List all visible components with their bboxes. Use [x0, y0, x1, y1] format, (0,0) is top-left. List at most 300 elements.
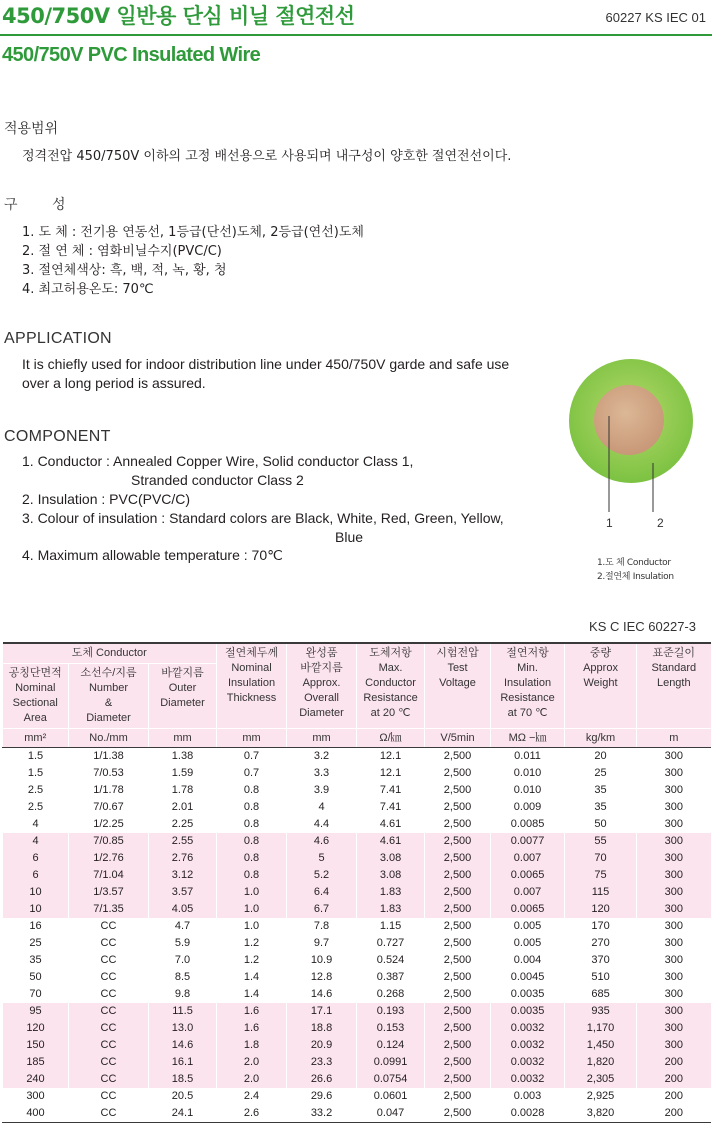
- table-cell: 35: [565, 799, 637, 816]
- header-divider: [0, 34, 712, 36]
- unit-cell: MΩ −㎞: [491, 729, 565, 748]
- table-cell: 7.0: [149, 952, 217, 969]
- table-cell: 300: [637, 918, 711, 935]
- table-cell: 1,170: [565, 1020, 637, 1037]
- table-cell: 0.0601: [357, 1088, 425, 1105]
- table-cell: 70: [565, 850, 637, 867]
- header-weight-kr: 중량: [589, 647, 612, 659]
- table-cell: 12.8: [287, 969, 357, 986]
- table-cell: 7.41: [357, 782, 425, 799]
- table-cell: 23.3: [287, 1054, 357, 1071]
- table-cell: 4.05: [149, 901, 217, 918]
- table-cell: 2,500: [425, 1037, 491, 1054]
- table-cell: 170: [565, 918, 637, 935]
- table-cell: 20.9: [287, 1037, 357, 1054]
- table-row: [3, 748, 711, 766]
- table-cell: 7/0.53: [69, 765, 149, 782]
- header-overall-kr2: 바깥지름: [300, 662, 343, 674]
- table-cell: 50: [3, 969, 69, 986]
- table-cell: 3.08: [357, 867, 425, 884]
- header-outer-l1: Outer: [168, 682, 197, 694]
- table-cell: 2,500: [425, 986, 491, 1003]
- table-cell: 0.387: [357, 969, 425, 986]
- table-cell: 3,820: [565, 1105, 637, 1123]
- table-cell: 0.7: [217, 748, 287, 766]
- header-resistance-l1: Max.: [378, 662, 403, 674]
- table-cell: 400: [3, 1105, 69, 1123]
- table-cell: 75: [565, 867, 637, 884]
- table-cell: 0.0032: [491, 1054, 565, 1071]
- table-cell: 1.2: [217, 935, 287, 952]
- table-cell: 1.83: [357, 884, 425, 901]
- table-row: [3, 1088, 711, 1105]
- table-cell: 935: [565, 1003, 637, 1020]
- component-en-heading: COMPONENT: [4, 428, 111, 445]
- table-cell: 0.0065: [491, 867, 565, 884]
- header-insulation-l3: Thickness: [226, 692, 277, 704]
- table-row: [3, 935, 711, 952]
- table-cell: 2,500: [425, 765, 491, 782]
- table-cell: 270: [565, 935, 637, 952]
- table-cell: 0.8: [217, 833, 287, 850]
- header-resistance: [357, 643, 425, 729]
- table-cell: 6: [3, 867, 69, 884]
- header-overall: [287, 643, 357, 729]
- table-cell: 1.4: [217, 969, 287, 986]
- table-row: [3, 1054, 711, 1071]
- table-row: [3, 1037, 711, 1054]
- table-cell: CC: [69, 918, 149, 935]
- table-row: [3, 952, 711, 969]
- page-title-english: 450/750V PVC Insulated Wire: [2, 44, 261, 66]
- table-cell: 1.83: [357, 901, 425, 918]
- table-cell: 2,500: [425, 969, 491, 986]
- table-cell: 2,500: [425, 901, 491, 918]
- table-cell: 1/1.78: [69, 782, 149, 799]
- application-heading: APPLICATION: [4, 330, 112, 347]
- table-cell: 35: [565, 782, 637, 799]
- table-cell: 0.727: [357, 935, 425, 952]
- table-row: [3, 867, 711, 884]
- table-cell: 2,500: [425, 867, 491, 884]
- table-cell: 29.6: [287, 1088, 357, 1105]
- table-cell: 25: [565, 765, 637, 782]
- table-cell: 2,500: [425, 748, 491, 766]
- table-cell: 0.268: [357, 986, 425, 1003]
- table-cell: 2.01: [149, 799, 217, 816]
- table-cell: 0.153: [357, 1020, 425, 1037]
- table-cell: 26.6: [287, 1071, 357, 1088]
- header-length: [637, 643, 711, 729]
- table-cell: 2,925: [565, 1088, 637, 1105]
- header-overall-l3: Diameter: [299, 707, 344, 719]
- table-cell: 1.38: [149, 748, 217, 766]
- table-cell: 1,820: [565, 1054, 637, 1071]
- header-insulation-resistance: [491, 643, 565, 729]
- table-cell: 2.25: [149, 816, 217, 833]
- table-cell: 300: [637, 969, 711, 986]
- table-cell: 300: [637, 1003, 711, 1020]
- table-cell: 0.8: [217, 816, 287, 833]
- table-cell: 0.011: [491, 748, 565, 766]
- table-cell: 0.8: [217, 850, 287, 867]
- table-cell: 2,500: [425, 782, 491, 799]
- table-cell: 95: [3, 1003, 69, 1020]
- table-units-row: [3, 729, 711, 748]
- table-cell: 2,500: [425, 952, 491, 969]
- table-cell: 0.0991: [357, 1054, 425, 1071]
- component-kr-heading-2: 성: [52, 197, 66, 213]
- unit-cell: V/5min: [425, 729, 491, 748]
- table-cell: 50: [565, 816, 637, 833]
- table-row: [3, 799, 711, 816]
- table-cell: CC: [69, 1071, 149, 1088]
- table-cell: 10.9: [287, 952, 357, 969]
- table-cell: 2.0: [217, 1054, 287, 1071]
- header-nominal-area: [3, 664, 69, 729]
- table-cell: 16.1: [149, 1054, 217, 1071]
- table-cell: 7/1.04: [69, 867, 149, 884]
- table-cell: 1.15: [357, 918, 425, 935]
- table-row: [3, 833, 711, 850]
- table-cell: 300: [637, 1020, 711, 1037]
- table-cell: CC: [69, 1105, 149, 1123]
- component-en-line-3: 2. Insulation : PVC(PVC/C): [22, 491, 191, 507]
- scope-heading: 적용범위: [4, 121, 59, 137]
- table-row: [3, 986, 711, 1003]
- table-cell: 2,500: [425, 884, 491, 901]
- table-cell: 120: [3, 1020, 69, 1037]
- table-cell: 0.0085: [491, 816, 565, 833]
- table-cell: 20.5: [149, 1088, 217, 1105]
- table-cell: 5.9: [149, 935, 217, 952]
- table-cell: CC: [69, 1003, 149, 1020]
- table-cell: 1.5: [3, 765, 69, 782]
- header-insres-l4: at 70 ℃: [507, 707, 548, 719]
- table-cell: 300: [637, 901, 711, 918]
- table-cell: CC: [69, 952, 149, 969]
- table-cell: 185: [3, 1054, 69, 1071]
- table-cell: 7/0.85: [69, 833, 149, 850]
- table-cell: 14.6: [287, 986, 357, 1003]
- table-cell: 0.7: [217, 765, 287, 782]
- table-cell: 18.5: [149, 1071, 217, 1088]
- table-cell: 1.5: [3, 748, 69, 766]
- table-cell: 2,500: [425, 833, 491, 850]
- table-cell: 0.524: [357, 952, 425, 969]
- application-line-2: over a long period is assured.: [22, 375, 206, 391]
- table-cell: 3.57: [149, 884, 217, 901]
- table-cell: 300: [637, 867, 711, 884]
- table-cell: 240: [3, 1071, 69, 1088]
- table-cell: 0.8: [217, 782, 287, 799]
- table-cell: 1.4: [217, 986, 287, 1003]
- table-cell: 0.124: [357, 1037, 425, 1054]
- table-cell: 20: [565, 748, 637, 766]
- table-cell: 200: [637, 1071, 711, 1088]
- unit-cell: kg/km: [565, 729, 637, 748]
- table-row: [3, 782, 711, 799]
- header-resistance-l3: Resistance: [363, 692, 418, 704]
- table-cell: 2,500: [425, 799, 491, 816]
- table-cell: 200: [637, 1088, 711, 1105]
- table-row: [3, 850, 711, 867]
- header-insulation: [217, 643, 287, 729]
- table-row: [3, 884, 711, 901]
- header-test-voltage: [425, 643, 491, 729]
- component-en-line-1: 1. Conductor : Annealed Copper Wire, Solid conductor Class 1,: [22, 453, 414, 469]
- header-strands: [69, 664, 149, 729]
- table-cell: CC: [69, 1054, 149, 1071]
- standard-label: KS C IEC 60227-3: [589, 619, 696, 634]
- header-test-voltage-kr: 시험전압: [436, 647, 479, 659]
- table-cell: 300: [637, 1037, 711, 1054]
- table-cell: 3.2: [287, 748, 357, 766]
- table-cell: 2.4: [217, 1088, 287, 1105]
- table-cell: 120: [565, 901, 637, 918]
- table-cell: 300: [637, 748, 711, 766]
- table-cell: 300: [637, 884, 711, 901]
- table-cell: 300: [637, 952, 711, 969]
- table-cell: CC: [69, 935, 149, 952]
- figure-label-1: 1: [606, 516, 613, 530]
- header-length-l2: Length: [656, 677, 691, 689]
- table-cell: 70: [3, 986, 69, 1003]
- table-cell: 2,500: [425, 935, 491, 952]
- table-cell: 0.005: [491, 935, 565, 952]
- table-cell: 4: [3, 816, 69, 833]
- table-cell: 16: [3, 918, 69, 935]
- table-cell: 18.8: [287, 1020, 357, 1037]
- table-cell: 2,500: [425, 1071, 491, 1088]
- table-cell: 0.010: [491, 765, 565, 782]
- header-test-voltage-l2: Voltage: [439, 677, 476, 689]
- table-row: [3, 1105, 711, 1123]
- table-cell: 2,500: [425, 918, 491, 935]
- table-cell: 1/1.38: [69, 748, 149, 766]
- table-cell: 4: [287, 799, 357, 816]
- table-cell: 685: [565, 986, 637, 1003]
- table-cell: 12.1: [357, 748, 425, 766]
- table-cell: 11.5: [149, 1003, 217, 1020]
- table-cell: 0.005: [491, 918, 565, 935]
- table-cell: 17.1: [287, 1003, 357, 1020]
- table-cell: 0.010: [491, 782, 565, 799]
- table-cell: 13.0: [149, 1020, 217, 1037]
- table-cell: 1.0: [217, 918, 287, 935]
- table-cell: 0.0754: [357, 1071, 425, 1088]
- table-cell: 0.0032: [491, 1071, 565, 1088]
- table-cell: 2,500: [425, 850, 491, 867]
- component-en-line-5: Blue: [335, 529, 364, 545]
- table-cell: 2,500: [425, 816, 491, 833]
- header-outer-kr: 바깥지름: [161, 667, 204, 679]
- table-row: [3, 918, 711, 935]
- header-overall-kr: 완성품: [305, 647, 338, 659]
- table-row: [3, 901, 711, 918]
- table-cell: 0.0045: [491, 969, 565, 986]
- table-row: [3, 1003, 711, 1020]
- header-insulation-l2: Insulation: [227, 677, 276, 689]
- table-cell: 300: [637, 986, 711, 1003]
- table-cell: 0.193: [357, 1003, 425, 1020]
- table-cell: 0.0028: [491, 1105, 565, 1123]
- component-kr-heading: [4, 194, 66, 214]
- table-cell: 0.0035: [491, 986, 565, 1003]
- component-en-line-6: 4. Maximum allowable temperature : 70℃: [22, 547, 283, 563]
- table-cell: 1/2.76: [69, 850, 149, 867]
- table-cell: 370: [565, 952, 637, 969]
- table-cell: 150: [3, 1037, 69, 1054]
- page-title-korean: 450/750V 일반용 단심 비닐 절연전선: [2, 4, 355, 28]
- table-cell: 24.1: [149, 1105, 217, 1123]
- table-cell: 0.007: [491, 884, 565, 901]
- table-cell: 300: [3, 1088, 69, 1105]
- table-cell: 7.41: [357, 799, 425, 816]
- table-cell: 300: [637, 816, 711, 833]
- header-area-l3: Area: [23, 712, 47, 724]
- table-cell: 0.0032: [491, 1020, 565, 1037]
- table-cell: 4.61: [357, 833, 425, 850]
- component-en-line-2: Stranded conductor Class 2: [131, 472, 304, 488]
- table-body: [3, 748, 711, 1123]
- table-cell: 33.2: [287, 1105, 357, 1123]
- header-length-kr: 표준길이: [652, 647, 696, 659]
- table-row: [3, 816, 711, 833]
- header-area-l1: Nominal: [15, 682, 56, 694]
- table-cell: 200: [637, 1054, 711, 1071]
- scope-text: 정격전압 450/750V 이하의 고정 배선용으로 사용되며 내구성이 양호한 절연전선이다.: [22, 149, 512, 164]
- table-cell: 2.5: [3, 799, 69, 816]
- table-cell: 2.5: [3, 782, 69, 799]
- table-cell: 25: [3, 935, 69, 952]
- table-cell: 0.0077: [491, 833, 565, 850]
- figure-legend-2: 2.절연체 Insulation: [597, 572, 674, 582]
- table-cell: 8.5: [149, 969, 217, 986]
- header-insres-l1: Min.: [517, 662, 538, 674]
- header-strands-kr: 소선수/지름: [80, 667, 137, 679]
- table-cell: 7.8: [287, 918, 357, 935]
- header-strands-l1: Number: [88, 682, 129, 694]
- header-insulation-kr: 절연체두께: [224, 647, 279, 659]
- table-cell: 55: [565, 833, 637, 850]
- table-cell: 10: [3, 901, 69, 918]
- table-cell: 2,500: [425, 1003, 491, 1020]
- table-cell: CC: [69, 1037, 149, 1054]
- table-cell: 0.0065: [491, 901, 565, 918]
- figure-label-2: 2: [657, 516, 664, 530]
- spec-table: [2, 642, 711, 1123]
- table-cell: 35: [3, 952, 69, 969]
- table-cell: 0.0035: [491, 1003, 565, 1020]
- table-cell: 0.007: [491, 850, 565, 867]
- table-cell: 12.1: [357, 765, 425, 782]
- header-overall-l1: Approx.: [302, 677, 341, 689]
- header-strands-l2: &: [104, 697, 113, 709]
- header-resistance-l4: at 20 ℃: [370, 707, 411, 719]
- header-resistance-kr: 도체저항: [369, 647, 412, 659]
- header-insres-l3: Resistance: [500, 692, 555, 704]
- table-cell: 1.78: [149, 782, 217, 799]
- table-cell: 2,500: [425, 1020, 491, 1037]
- table-cell: 300: [637, 765, 711, 782]
- table-cell: 2,500: [425, 1054, 491, 1071]
- table-cell: CC: [69, 1020, 149, 1037]
- unit-cell: mm: [149, 729, 217, 748]
- table-cell: 1/3.57: [69, 884, 149, 901]
- unit-cell: mm: [287, 729, 357, 748]
- table-cell: 4.7: [149, 918, 217, 935]
- table-cell: 4.4: [287, 816, 357, 833]
- document-code: 60227 KS IEC 01: [605, 10, 706, 25]
- unit-cell: m: [637, 729, 711, 748]
- table-cell: 7/1.35: [69, 901, 149, 918]
- table-cell: 0.003: [491, 1088, 565, 1105]
- header-insres-l2: Insulation: [503, 677, 552, 689]
- table-row: [3, 1020, 711, 1037]
- table-row: [3, 969, 711, 986]
- component-kr-item-1: 1. 도 체 : 전기용 연동선, 1등급(단선)도체, 2등급(연선)도체: [22, 225, 364, 240]
- header-overall-l2: Overall: [304, 692, 339, 704]
- table-cell: 5: [287, 850, 357, 867]
- table-row: [3, 1071, 711, 1088]
- header-area-kr: 공칭단면적: [8, 667, 62, 679]
- table-cell: 6.7: [287, 901, 357, 918]
- table-cell: 7/0.67: [69, 799, 149, 816]
- unit-cell: Ω/㎞: [357, 729, 425, 748]
- table-cell: 4.6: [287, 833, 357, 850]
- table-cell: 300: [637, 833, 711, 850]
- header-area-l2: Sectional: [12, 697, 58, 709]
- table-cell: 0.047: [357, 1105, 425, 1123]
- table-cell: 9.8: [149, 986, 217, 1003]
- table-cell: 115: [565, 884, 637, 901]
- table-cell: 1.6: [217, 1020, 287, 1037]
- header-insres-kr: 절연저항: [506, 647, 549, 659]
- table-cell: 510: [565, 969, 637, 986]
- table-cell: 1.59: [149, 765, 217, 782]
- table-cell: 6.4: [287, 884, 357, 901]
- header-resistance-l2: Conductor: [365, 677, 416, 689]
- table-cell: 1.6: [217, 1003, 287, 1020]
- header-weight-l2: Weight: [583, 677, 618, 689]
- table-cell: 0.004: [491, 952, 565, 969]
- table-cell: 2.6: [217, 1105, 287, 1123]
- header-length-l1: Standard: [651, 662, 697, 674]
- table-cell: 2,500: [425, 1088, 491, 1105]
- component-en-line-4: 3. Colour of insulation : Standard colors are Black, White, Red, Green, Yellow,: [22, 510, 504, 526]
- component-kr-item-4: 4. 최고허용온도: 70℃: [22, 282, 154, 297]
- table-cell: 0.009: [491, 799, 565, 816]
- table-cell: 4: [3, 833, 69, 850]
- conductor-group-header: 도체 Conductor: [3, 643, 217, 664]
- table-cell: 0.8: [217, 867, 287, 884]
- table-cell: 1.8: [217, 1037, 287, 1054]
- table-cell: 1.2: [217, 952, 287, 969]
- table-cell: 1.0: [217, 884, 287, 901]
- table-cell: CC: [69, 969, 149, 986]
- unit-cell: mm²: [3, 729, 69, 748]
- unit-cell: No./mm: [69, 729, 149, 748]
- table-row: [3, 765, 711, 782]
- table-cell: 1,450: [565, 1037, 637, 1054]
- component-kr-item-2: 2. 절 연 체 : 염화비닐수지(PVC/C): [22, 244, 222, 259]
- application-line-1: It is chiefly used for indoor distribution line under 450/750V garde and safe use: [22, 356, 510, 372]
- table-cell: 6: [3, 850, 69, 867]
- table-cell: 2.55: [149, 833, 217, 850]
- header-test-voltage-l1: Test: [447, 662, 468, 674]
- table-cell: 300: [637, 850, 711, 867]
